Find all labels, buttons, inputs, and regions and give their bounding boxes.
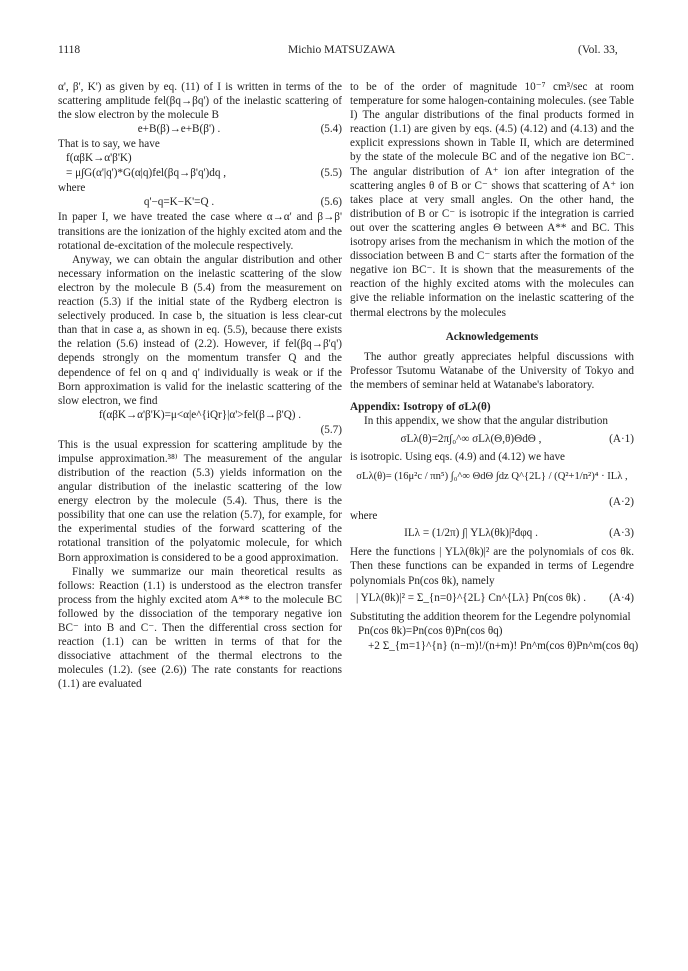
equation-number: (A·4) (609, 591, 634, 604)
equation-number: (A·3) (609, 527, 634, 540)
equation-A1 (350, 428, 634, 450)
equation-number: (5.5) (320, 167, 342, 180)
equation-number: (5.6) (320, 196, 342, 209)
equation-body: f(αβK→α'β'K)=μ<α|e^{iQr}|α'>fel(β→β'Q) . (98, 408, 302, 421)
paragraph: where (58, 182, 86, 195)
appendix-heading: Appendix: Isotropy of σLλ(θ) (350, 400, 491, 413)
running-author: Michio MATSUZAWA (288, 44, 396, 56)
paragraph: Finally we summarize our main theoretical results as follows: Reaction (1.1) is understood as the electron transfer process from the highly excited atom A** to the molecule BC followed by the dissociation of the temporary negative ion BC⁻ into B and C⁻. Then the differential cross section for reaction (1.1) can be written in terms of that for the dissociative attachment of the thermal electrons to the molecules (1.2). (see (2.6)) The rate constants for reactions (1.1) are evaluated (58, 565, 342, 691)
equation-number: (5.7) (320, 423, 342, 436)
equation-body-line1: Pn(cos θk)=Pn(cos θ)Pn(cos θq) (358, 624, 503, 637)
equation-body-line1: f(αβK→α'β'K) (66, 152, 132, 165)
paragraph: That is to say, we have (58, 138, 160, 151)
equation-body: q'−q=K−K'=Q . (143, 196, 215, 209)
paragraph: α', β', K') as given by eq. (11) of I is written in terms of the scattering amplitude fel(βq→βq') of the inelastic scattering of the slow electron by the molecule B (58, 81, 342, 122)
paragraph: is isotropic. Using eqs. (4.9) and (4.12) we have (350, 451, 566, 464)
equation-number: (A·1) (609, 433, 634, 446)
equation-body-line2: = μ∫G(α'|q')*G(α|q)fel(βq→β'q')dq , (66, 167, 227, 180)
equation-A2 (350, 464, 634, 509)
paragraph: In paper I, we have treated the case where α→α' and β→β' transitions are the ionization of the highly excited atom and the rotational de-excitation of the molecule respectively. (58, 211, 342, 252)
equation-number: (A·2) (609, 496, 634, 509)
paragraph: In this appendix, we show that the angular distribution (364, 415, 608, 428)
equation-body: ILλ = (1/2π) ∫| YLλ(θk)|²dφq . (404, 527, 538, 540)
acknowledgements-heading: Acknowledgements (445, 330, 539, 343)
equation-5-6 (58, 195, 342, 210)
equation-5-5 (58, 151, 342, 181)
equation-A5 (350, 624, 639, 654)
equation-A4 (350, 588, 634, 610)
paragraph: Here the functions | YLλ(θk)|² are the polynomials of cos θk. Then these functions can be expanded in terms of Legendre polynomials Pn(cos θk), namely (350, 546, 634, 587)
equation-body: σLλ(θ)= (16μ²c / πn⁵) ∫₀^∞ ΘdΘ ∫dz Q^{2L} / (Q²+1/n²)⁴ · ILλ , (356, 471, 628, 483)
page-number: 1118 (58, 44, 81, 56)
paragraph: Anyway, we can obtain the angular distribution and other necessary information on the inelastic scattering of the slow electron by the molecule B (5.4) from the measurement on reaction (5.3) if the initial state of the Rydberg electron is selectively produced. In case b, the situation is less clear-cut than that in case a, as shown in eq. (5.5), because there exists the relation (5.6) instead of (2.2). However, if fel(βq→β'q') depends strongly on the momentum transfer Q and the dependence of fel on q and q' individually is weak or if the Born approximation is valid for the inelastic scattering of the slow electron, we find (58, 253, 342, 407)
equation-body: e+B(β)→e+B(β') . (137, 123, 221, 136)
volume-label: (Vol. 33, (578, 44, 618, 56)
equation-A3 (350, 523, 634, 545)
equation-body-line2: +2 Σ_{m=1}^{n} (n−m)!/(n+m)! Pn^m(cos θ)Pn^m(cos θq) (368, 639, 639, 652)
equation-5-7 (58, 408, 342, 438)
equation-5-4 (58, 122, 342, 137)
equation-body: σLλ(θ)=2π∫₀^∞ σLλ(Θ,θ)ΘdΘ , (400, 433, 542, 446)
acknowledgements-text: The author greatly appreciates helpful discussions with Professor Tsutomu Watanabe of the University of Tokyo and the members of seminar held at Watanabe's laboratory. (350, 350, 634, 391)
paragraph: This is the usual expression for scattering amplitude by the impulse approximation.³⁸⁾ The measurement of the angular distribution of the reaction (5.3) yields information on the angular distribution of the inelastic scattering of the low energy electron by the molecule (5.4). Thus, there is the possibility that one can use the relation (5.7), for example, for the experimental studies of the forward scattering of the rotational transition of the polyatomic molecule, for which Born approximation is considered to be a good approximation. (58, 438, 342, 564)
left-column (58, 80, 342, 691)
paragraph: where (350, 510, 378, 523)
paragraph: Substituting the addition theorem for the Legendre polynomial (350, 610, 631, 623)
right-column (350, 80, 639, 654)
paragraph: to be of the order of magnitude 10⁻⁷ cm³/sec at room temperature for some halogen-containing molecules. (see Table I) The angular distributions of the final products formed in reaction (1.1) are given by eqs. (4.5) (4.12) and (4.13) and the explicit expressions shown in Table II, which are determined by the state of the molecule BC and of the negative ion BC⁻. The angular distribution of A⁺ ion after integration of the scattering angles θ of B or C⁻ shows that scattering of A⁺ ion takes place at very small angles. On the other hand, the distribution of B or C⁻ is isotropic if the integration is carried out over the scattering angles Θ between A** and BC. This isotropy arises from the mechanism in which the motion of the dissociation between B and C⁻ starts after the formation of the negative ion BC⁻. It is shown that the measurements of the reaction of the highly excited atoms with the molecules can give the reliable information on the inelastic scattering of the thermal electrons by the molecules (350, 81, 634, 319)
equation-number: (5.4) (320, 123, 342, 136)
equation-body: | YLλ(θk)|² = Σ_{n=0}^{2L} Cn^{Lλ} Pn(cos θk) . (355, 591, 587, 604)
